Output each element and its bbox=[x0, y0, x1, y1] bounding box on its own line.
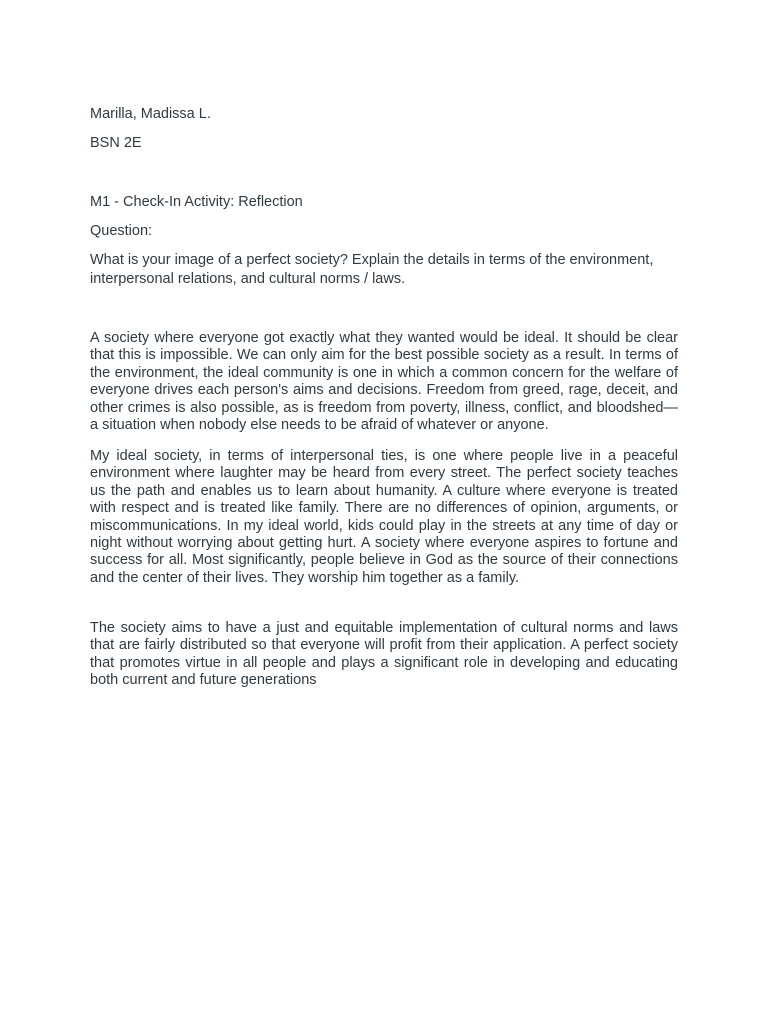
answer-paragraph-environment: A society where everyone got exactly what they wanted would be ideal. It should be clear that this is impossible. We can only aim for the best possible society as a result. In terms of the environment, the ideal community is one in which a common concern for the welfare of everyone drives each person's aims and decisions. Freedom from greed, rage, deceit, and other crimes is also possible, as is freedom from poverty, illness, conflict, and bloodshed—a situation when nobody else needs to be afraid of whatever or anyone. bbox=[90, 330, 678, 434]
answer-paragraph-cultural-norms: The society aims to have a just and equitable implementation of cultural norms and laws that are fairly distributed so that everyone will profit from their application. A perfect society that promotes virtue in all people and plays a significant role in developing and educating both current and future generations bbox=[90, 620, 678, 689]
answer-paragraph-interpersonal: My ideal society, in terms of interpersonal ties, is one where people live in a peaceful environment where laughter may be heard from every street. The perfect society teaches us the path and enables us to learn about humanity. A culture where everyone is treated with respect and is treated like family. There are no differences of opinion, arguments, or miscommunications. In my ideal world, kids could play in the streets at any time of day or night without worrying about getting hurt. A society where everyone aspires to fortune and success for all. Most significantly, people believe in God as the source of their connections and the center of their lives. They worship him together as a family. bbox=[90, 448, 678, 586]
question-text: What is your image of a perfect society? Explain the details in terms of the environment, interpersonal relations, and cultural norms / laws. bbox=[90, 252, 654, 287]
activity-title: M1 - Check-In Activity: Reflection bbox=[90, 194, 303, 210]
student-name: Marilla, Madissa L. bbox=[90, 106, 211, 122]
question-label: Question: bbox=[90, 223, 153, 239]
student-section: BSN 2E bbox=[90, 135, 142, 151]
